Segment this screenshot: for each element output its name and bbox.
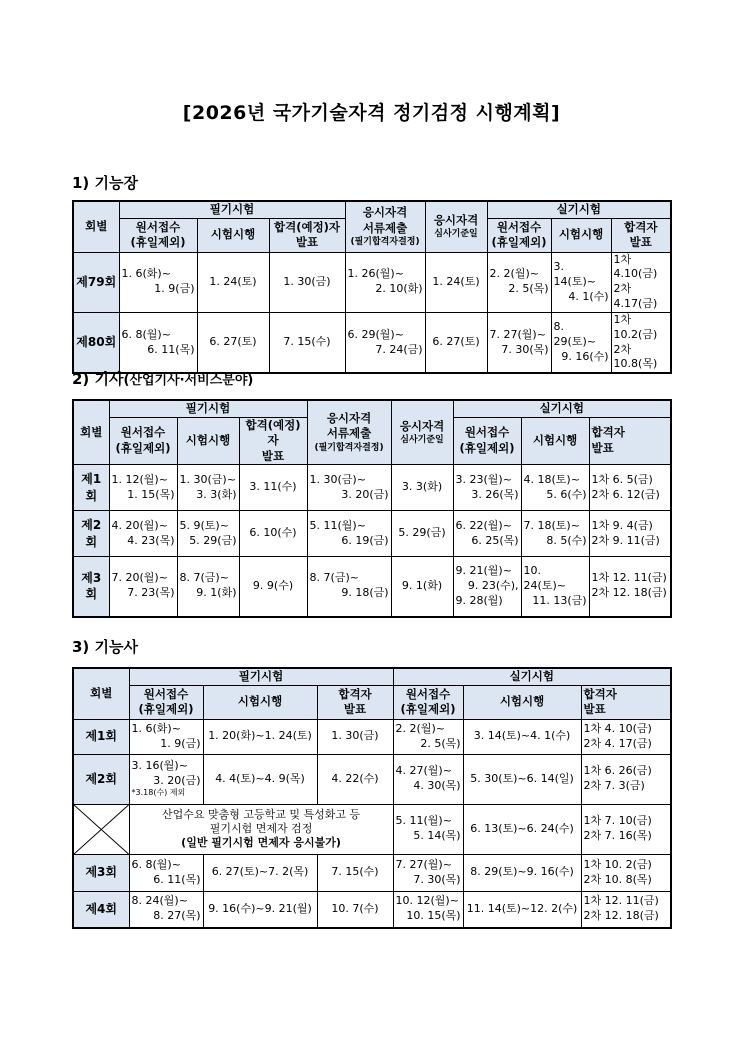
header-round: 회별 (73, 668, 129, 719)
table-row (73, 557, 671, 617)
practical-apply-period: 4. 27(월)~ 4. 30(목) (393, 754, 463, 804)
practical-pass-dates: 1차 4. 10(금) 2차 4. 17(금) (581, 719, 671, 754)
header-practical-exam: 실기시험 (393, 668, 671, 685)
apply-period: 7. 20(월)~ 7. 23(목) (109, 557, 177, 617)
pass-date: 4. 22(수) (317, 754, 393, 804)
practical-pass-dates: 1차 12. 11(금) 2차 12. 18(금) (581, 891, 671, 928)
practical-pass-dates: 1차 4.10(금) 2차 4.17(금) (611, 252, 671, 312)
pass-date: 1. 30(금) (269, 252, 345, 312)
header-apply: 원서접수 (휴일제외) (129, 685, 203, 719)
exam-period: 8. 7(금)~ 9. 1(화) (177, 557, 239, 617)
header-pass: 합격(예정)자 발표 (269, 218, 345, 252)
exam-date: 6. 27(토) (197, 312, 269, 373)
round-label: 제4회 (73, 891, 129, 928)
section-heading-engineer: 2) 기사(산업기사·서비스분야) (72, 370, 254, 388)
exam-date: 1. 24(토) (197, 252, 269, 312)
docs-period: 6. 29(월)~ 7. 24(금) (345, 312, 425, 373)
exemption-note: 산업수요 맞춤형 고등학교 및 특성화고 등 필기시험 면제자 검정 (일반 필기시험 면제자 응시불가) (129, 804, 393, 854)
practical-apply-period: 2. 2(월)~ 2. 5(목) (393, 719, 463, 754)
apply-period: 8. 24(월)~ 8. 27(목) (129, 891, 203, 928)
practical-pass-dates: 1차 12. 11(금) 2차 12. 18(금) (589, 557, 671, 617)
round-label: 제2회 (73, 511, 109, 557)
header-written-exam: 필기시험 (129, 668, 393, 685)
table-row-special (73, 804, 671, 854)
header-review-date: 응시자격 심사기준일 (425, 201, 487, 252)
review-date: 9. 1(화) (391, 557, 453, 617)
apply-period: 4. 20(월)~ 4. 23(목) (109, 511, 177, 557)
header-review-date: 응시자격 심사기준일 (391, 400, 453, 465)
practical-apply-period: 5. 11(월)~ 5. 14(목) (393, 804, 463, 854)
practical-apply-period: 6. 22(월)~ 6. 25(목) (453, 511, 521, 557)
pass-date: 7. 15(수) (317, 854, 393, 891)
practical-exam-period: 7. 18(토)~ 8. 5(수) (521, 511, 589, 557)
practical-exam-period: 3. 14(토)~4. 1(수) (463, 719, 581, 754)
docs-period: 1. 26(월)~ 2. 10(화) (345, 252, 425, 312)
apply-period: 1. 6(화)~ 1. 9(금) (129, 719, 203, 754)
practical-pass-dates: 1차 10. 2(금) 2차 10. 8(목) (581, 854, 671, 891)
review-date: 3. 3(화) (391, 465, 453, 511)
header-exam: 시험시행 (203, 685, 317, 719)
apply-period: 6. 8(월)~ 6. 11(목) (129, 854, 203, 891)
header-practical-apply: 원서접수 (휴일제외) (393, 685, 463, 719)
apply-period: 3. 16(월)~ 3. 20(금) *3.18(수) 제외 (129, 754, 203, 804)
exam-period: 6. 27(토)~7. 2(목) (203, 854, 317, 891)
header-practical-pass: 합격자 발표 (611, 218, 671, 252)
practical-exam-period: 4. 18(토)~ 5. 6(수) (521, 465, 589, 511)
practical-apply-period: 7. 27(월)~ 7. 30(목) (393, 854, 463, 891)
table-row (73, 312, 671, 373)
table-row (73, 891, 671, 928)
pass-date: 9. 9(수) (239, 557, 307, 617)
apply-period: 1. 6(화)~ 1. 9(금) (119, 252, 197, 312)
review-date: 6. 27(토) (425, 312, 487, 373)
exam-period: 4. 4(토)~4. 9(목) (203, 754, 317, 804)
header-written-exam: 필기시험 (119, 201, 345, 218)
practical-pass-dates: 1차 9. 4(금) 2차 9. 11(금) (589, 511, 671, 557)
apply-note: *3.18(수) 제외 (131, 788, 186, 798)
header-apply: 원서접수 (휴일제외) (109, 417, 177, 465)
pass-date: 1. 30(금) (317, 719, 393, 754)
exam-period: 9. 16(수)~9. 21(월) (203, 891, 317, 928)
practical-exam-period: 8. 29(토)~ 9. 16(수) (551, 312, 611, 373)
table-row (73, 252, 671, 312)
practical-apply-period: 10. 12(월)~ 10. 15(목) (393, 891, 463, 928)
header-pass: 합격자 발표 (317, 685, 393, 719)
docs-period: 1. 30(금)~ 3. 20(금) (307, 465, 391, 511)
section-heading-craftsman-master: 1) 기능장 (72, 174, 138, 192)
section-heading-craftsman: 3) 기능사 (72, 638, 138, 656)
exam-period: 1. 20(화)~1. 24(토) (203, 719, 317, 754)
exam-period: 1. 30(금)~ 3. 3(화) (177, 465, 239, 511)
apply-period: 1. 12(월)~ 1. 15(목) (109, 465, 177, 511)
header-practical-pass: 합격자 발표 (581, 685, 671, 719)
pass-date: 3. 11(수) (239, 465, 307, 511)
round-label: 제79회 (73, 252, 119, 312)
review-date: 5. 29(금) (391, 511, 453, 557)
pass-date: 6. 10(수) (239, 511, 307, 557)
practical-apply-period: 9. 21(월)~ 9. 23(수), 9. 28(월) (453, 557, 521, 617)
header-round: 회별 (73, 400, 109, 465)
header-practical-pass: 합격자 발표 (589, 417, 671, 465)
docs-period: 5. 11(월)~ 6. 19(금) (307, 511, 391, 557)
header-docs: 응시자격 서류제출 (필기합격자결정) (345, 201, 425, 252)
header-practical-exam-date: 시험시행 (521, 417, 589, 465)
header-practical-exam: 실기시험 (487, 201, 671, 218)
practical-exam-period: 3. 14(토)~ 4. 1(수) (551, 252, 611, 312)
header-docs: 응시자격 서류제출 (필기합격자결정) (307, 400, 391, 465)
crossed-cell (73, 804, 129, 854)
header-pass: 합격(예정)자 발표 (239, 417, 307, 465)
table-craftsman (72, 667, 672, 929)
header-exam: 시험시행 (197, 218, 269, 252)
table-row (73, 754, 671, 804)
practical-exam-period: 10. 24(토)~ 11. 13(금) (521, 557, 589, 617)
round-label: 제1회 (73, 465, 109, 511)
round-label: 제2회 (73, 754, 129, 804)
practical-exam-period: 6. 13(토)~6. 24(수) (463, 804, 581, 854)
table-engineer (72, 399, 672, 618)
practical-apply-period: 3. 23(월)~ 3. 26(목) (453, 465, 521, 511)
header-written-exam: 필기시험 (109, 400, 307, 417)
header-practical-apply: 원서접수 (휴일제외) (487, 218, 551, 252)
apply-period: 6. 8(월)~ 6. 11(목) (119, 312, 197, 373)
round-label: 제80회 (73, 312, 119, 373)
practical-pass-dates: 1차 10.2(금) 2차 10.8(목) (611, 312, 671, 373)
cross-mark-icon (74, 805, 129, 854)
practical-exam-period: 5. 30(토)~6. 14(일) (463, 754, 581, 804)
table-craftsman-master (72, 200, 672, 374)
header-practical-apply: 원서접수 (휴일제외) (453, 417, 521, 465)
table-row (73, 719, 671, 754)
header-exam: 시험시행 (177, 417, 239, 465)
round-label: 제3회 (73, 557, 109, 617)
practical-pass-dates: 1차 6. 26(금) 2차 7. 3(금) (581, 754, 671, 804)
page-title: [2026년 국가기술자격 정기검정 시행계획] (182, 102, 561, 124)
table-row (73, 854, 671, 891)
header-round: 회별 (73, 201, 119, 252)
header-apply: 원서접수 (휴일제외) (119, 218, 197, 252)
header-practical-exam-date: 시험시행 (463, 685, 581, 719)
round-label: 제1회 (73, 719, 129, 754)
practical-apply-period: 2. 2(월)~ 2. 5(목) (487, 252, 551, 312)
practical-exam-period: 11. 14(토)~12. 2(수) (463, 891, 581, 928)
header-practical-exam-date: 시험시행 (551, 218, 611, 252)
practical-apply-period: 7. 27(월)~ 7. 30(목) (487, 312, 551, 373)
practical-pass-dates: 1차 7. 10(금) 2차 7. 16(목) (581, 804, 671, 854)
practical-pass-dates: 1차 6. 5(금) 2차 6. 12(금) (589, 465, 671, 511)
table-row (73, 465, 671, 511)
header-practical-exam: 실기시험 (453, 400, 671, 417)
practical-exam-period: 8. 29(토)~9. 16(수) (463, 854, 581, 891)
pass-date: 7. 15(수) (269, 312, 345, 373)
pass-date: 10. 7(수) (317, 891, 393, 928)
exam-period: 5. 9(토)~ 5. 29(금) (177, 511, 239, 557)
table-row (73, 511, 671, 557)
review-date: 1. 24(토) (425, 252, 487, 312)
round-label: 제3회 (73, 854, 129, 891)
docs-period: 8. 7(금)~ 9. 18(금) (307, 557, 391, 617)
